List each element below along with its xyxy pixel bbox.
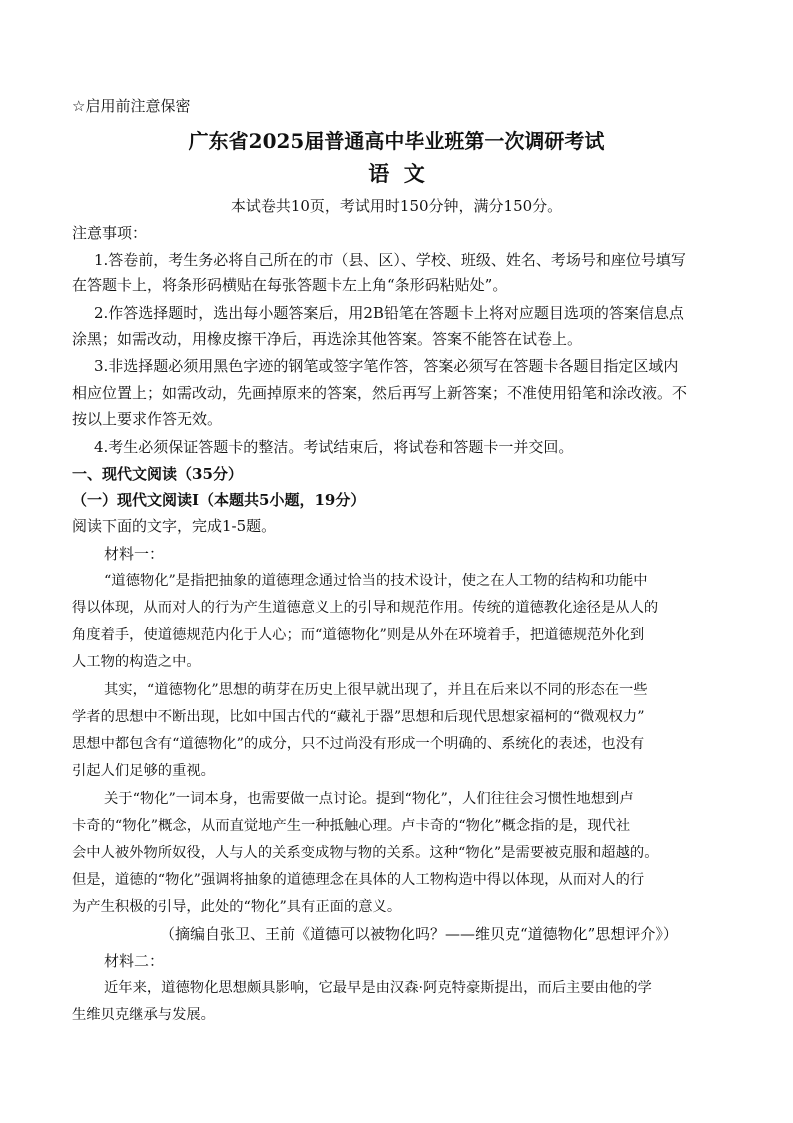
material1-p2-line-4: 引起人们足够的重视。 xyxy=(72,763,215,779)
notice-item-4-line-1: 4.考生必须保证答题卡的整洁。考试结束后，将试卷和答题卡一并交回。 xyxy=(94,438,574,456)
notice-item-3-line-1: 3.非选择题必须用黑色字迹的钢笔或签字笔作答，答案必须写在答题卡各题目指定区域内 xyxy=(94,357,679,375)
material2-p1-line-1: 近年来，道德物化思想颇具影响，它最早是由汉森·阿克特豪斯提出，而后主要由他的学 xyxy=(104,980,652,996)
notice-item-3-line-2: 相应位置上；如需改动，先画掉原来的答案，然后再写上新答案；不准使用铅笔和涂改液。不 xyxy=(72,384,688,402)
material1-p1-line-1: “道德物化”是指把抽象的道德理念通过恰当的技术设计，使之在人工物的结构和功能中 xyxy=(104,573,648,589)
notice-item-2-line-2: 涂黑；如需改动，用橡皮擦干净后，再选涂其他答案。答案不能答在试卷上。 xyxy=(72,330,583,348)
material1-p3-line-2: 卡奇的“物化”概念，从而直觉地产生一种抵触心理。卢卡奇的“物化”概念指的是，现代社 xyxy=(72,818,631,834)
notice-item-1-line-2: 在答题卡上，将条形码横贴在每张答题卡左上角“条形码粘贴处”。 xyxy=(72,276,508,294)
material1-p1-line-3: 角度着手，使道德规范内化于人心；而“道德物化”则是从外在环境着手，把道德规范外化到 xyxy=(72,627,645,643)
material2-label: 材料二： xyxy=(104,952,165,970)
material1-label: 材料一： xyxy=(104,545,165,563)
notice-item-1-line-1: 1.答卷前，考生务必将自己所在的市（县、区）、学校、班级、姓名、考场号和座位号填写 xyxy=(94,251,686,269)
section-heading: 一、现代文阅读（35分） xyxy=(72,465,243,483)
material1-p2-line-1: 其实，“道德物化”思想的萌芽在历史上很早就出现了，并且在后来以不同的形态在一些 xyxy=(104,682,648,698)
material1-p1-line-2: 得以体现，从而对人的行为产生道德意义上的引导和规范作用。传统的道德教化途径是从人的 xyxy=(72,600,659,616)
material1-p1-line-4: 人工物的构造之中。 xyxy=(72,654,201,670)
section-instruction: 阅读下面的文字，完成1-5题。 xyxy=(72,517,277,535)
notice-heading: 注意事项： xyxy=(72,224,148,242)
material1-p2-line-3: 思想中都包含有“道德物化”的成分，只不过尚没有形成一个明确的、系统化的表述，也没有 xyxy=(72,736,645,752)
material1-p3-line-4: 但是，道德的“物化”强调将抽象的道德理念在具体的人工物构造中得以体现，从而对人的行 xyxy=(72,872,645,888)
section-subheading: （一）现代文阅读Ⅰ（本题共5小题，19分） xyxy=(72,491,366,509)
exam-title: 广东省2025届普通高中毕业班第一次调研考试 xyxy=(188,129,605,153)
material1-p3-line-1: 关于“物化”一词本身，也需要做一点讨论。提到“物化”，人们往往会习惯性地想到卢 xyxy=(104,791,634,807)
notice-item-2-line-1: 2.作答选择题时，选出每小题答案后，用2B铅笔在答题卡上将对应题目选项的答案信息点 xyxy=(94,304,684,322)
material1-p2-line-2: 学者的思想中不断出现，比如中国古代的“藏礼于器”思想和后现代思想家福柯的“微观权力” xyxy=(72,709,645,725)
material1-source: （摘编自张卫、王前《道德可以被物化吗？——维贝克“道德物化”思想评介》） xyxy=(160,925,678,943)
exam-info: 本试卷共10页，考试用时150分钟，满分150分。 xyxy=(230,197,563,215)
material2-p1-line-2: 生维贝克继承与发展。 xyxy=(72,1007,215,1023)
material1-p3-line-5: 为产生积极的引导，此处的“物化”具有正面的意义。 xyxy=(72,899,402,915)
subject-title: 语 文 xyxy=(368,161,425,186)
material1-p3-line-3: 会中人被外物所奴役，人与人的关系变成物与物的关系。这种“物化”是需要被克服和超越的。 xyxy=(72,845,659,861)
confidential-mark: ☆启用前注意保密 xyxy=(72,97,191,115)
notice-item-3-line-3: 按以上要求作答无效。 xyxy=(72,410,223,428)
